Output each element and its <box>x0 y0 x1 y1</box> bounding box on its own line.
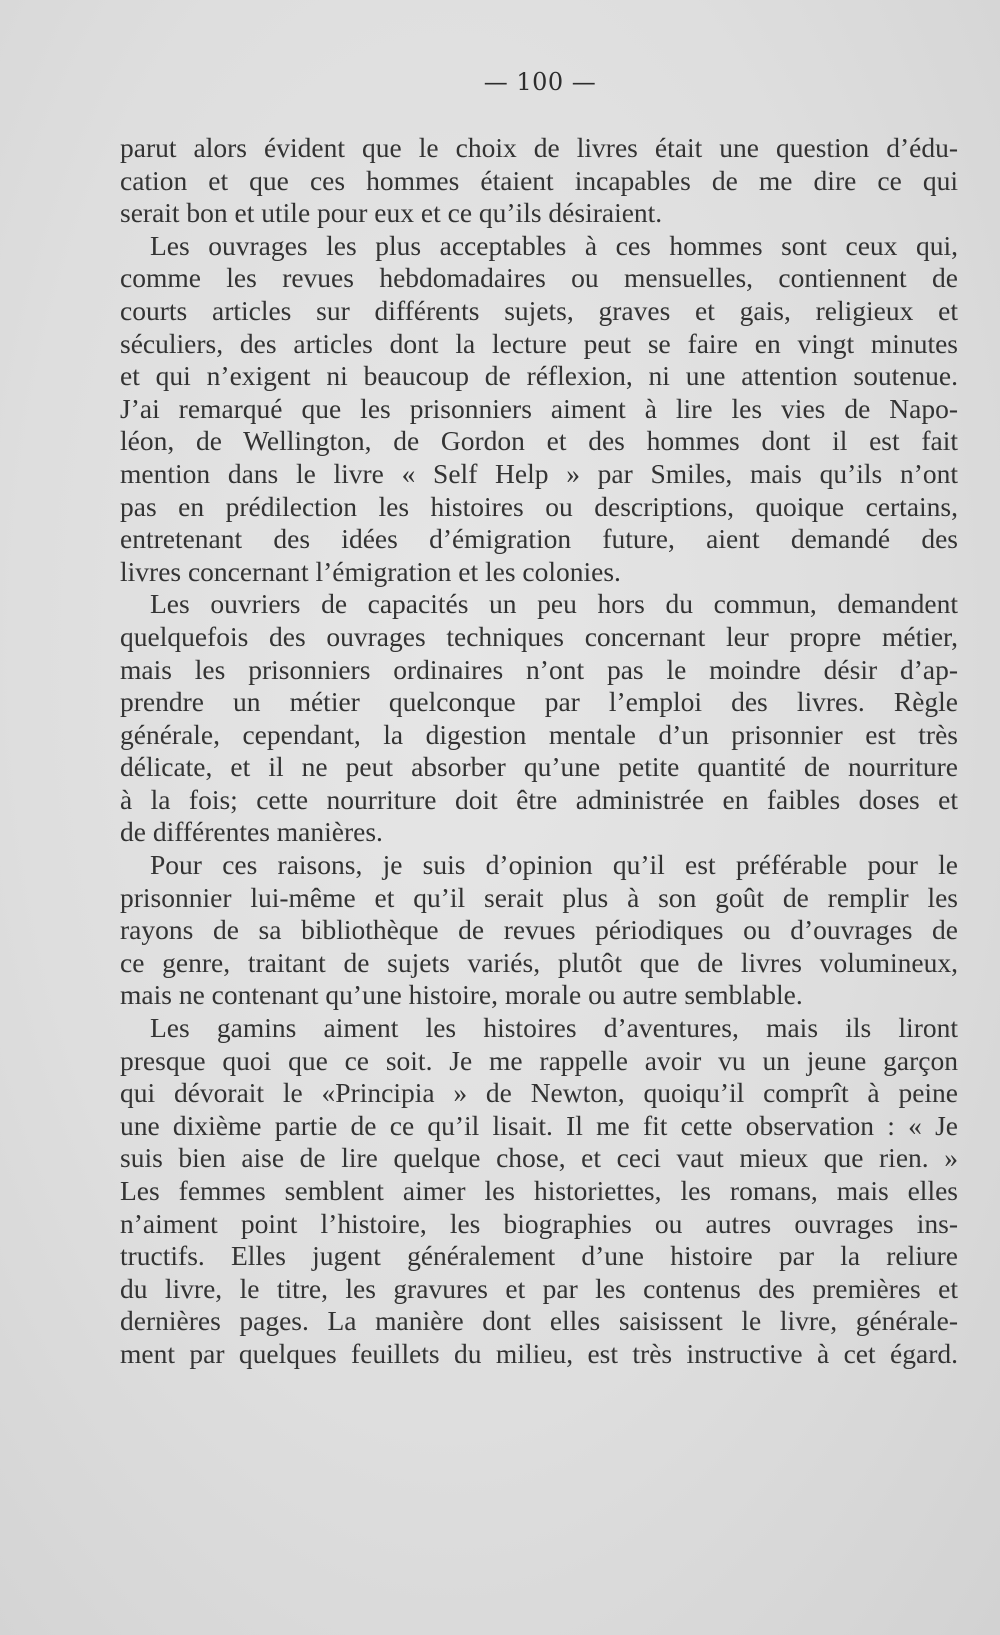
text-line: prendre un métier quelconque par l’emploi des livres. Règle <box>120 686 958 718</box>
text-line: prisonnier lui-même et qu’il serait plus à son goût de remplir les <box>120 881 958 913</box>
text-line: mais les prisonniers ordinaires n’ont pas le moindre désir d’ap- <box>120 653 958 685</box>
paragraph-1 <box>120 132 958 230</box>
text-line: générale, cependant, la digestion mentale d’un prisonnier est très <box>120 718 958 750</box>
text-line: J’ai remarqué que les prisonniers aiment à lire les vies de Napo- <box>120 392 958 424</box>
text-line: n’aiment point l’histoire, les biographies ou autres ouvrages ins- <box>120 1207 958 1239</box>
text-line: Les ouvrages les plus acceptables à ces hommes sont ceux qui, <box>150 229 958 261</box>
text-line: une dixième partie de ce qu’il lisait. Il me fit cette observation : « Je <box>120 1109 958 1141</box>
text-line: quelquefois des ouvrages techniques concernant leur propre métier, <box>120 620 958 652</box>
text-line: suis bien aise de lire quelque chose, et ceci vaut mieux que rien. » <box>120 1142 958 1174</box>
text-line: à la fois; cette nourriture doit être administrée en faibles doses et <box>120 783 958 815</box>
paragraph-2 <box>120 230 958 589</box>
text-line: courts articles sur différents sujets, graves et gais, religieux et <box>120 294 958 326</box>
text-line: Les gamins aiment les histoires d’aventures, mais ils liront <box>150 1012 958 1044</box>
text-line: léon, de Wellington, de Gordon et des hommes dont il est fait <box>120 425 958 457</box>
text-line: mention dans le livre « Self Help » par Smiles, mais qu’ils n’ont <box>120 457 958 489</box>
paragraph-5 <box>120 1012 958 1371</box>
text-line: entretenant des idées d’émigration future, aient demandé des <box>120 523 958 555</box>
text-line: presque quoi que ce soit. Je me rappelle avoir vu un jeune garçon <box>120 1044 958 1076</box>
text-line: dernières pages. La manière dont elles saisissent le livre, générale- <box>120 1305 958 1337</box>
text-line: Les ouvriers de capacités un peu hors du commun, demandent <box>150 588 958 620</box>
text-line: comme les revues hebdomadaires ou mensuelles, contiennent de <box>120 262 958 294</box>
text-line: Les femmes semblent aimer les historiettes, les romans, mais elles <box>120 1175 958 1206</box>
text-line: cation et que ces hommes étaient incapables de me dire ce qui <box>120 164 958 196</box>
text-line: de différentes manières. <box>120 816 383 848</box>
text-line: livres concernant l’émigration et les colonies. <box>120 555 621 587</box>
text-line: mais ne contenant qu’une histoire, morale ou autre semblable. <box>120 979 803 1011</box>
text-line: rayons de sa bibliothèque de revues périodiques ou d’ouvrages de <box>120 914 958 946</box>
text-line: délicate, et il ne peut absorber qu’une petite quantité de nourriture <box>120 751 958 783</box>
text-line: qui dévorait le «Principia » de Newton, quoiqu’il comprît à peine <box>120 1077 958 1109</box>
page-number: — 100 — <box>483 68 597 96</box>
body-text <box>120 132 958 1371</box>
text-line: ment par quelques feuillets du milieu, est très instructive à cet égard. <box>120 1337 958 1369</box>
text-line: tructifs. Elles jugent généralement d’une histoire par la reliure <box>120 1240 958 1272</box>
paragraph-4 <box>120 849 958 1012</box>
text-line: parut alors évident que le choix de livres était une question d’édu- <box>120 132 958 163</box>
text-line: pas en prédilection les histoires ou descriptions, quoique certains, <box>120 490 958 522</box>
text-line: serait bon et utile pour eux et ce qu’ils désiraient. <box>120 197 663 229</box>
text-line: du livre, le titre, les gravures et par les contenus des premières et <box>120 1272 958 1304</box>
text-line: séculiers, des articles dont la lecture peut se faire en vingt minutes <box>120 327 958 359</box>
paragraph-3 <box>120 588 958 849</box>
text-line: ce genre, traitant de sujets variés, plutôt que de livres volumineux, <box>120 946 958 978</box>
text-line: Pour ces raisons, je suis d’opinion qu’il est préférable pour le <box>150 849 958 881</box>
text-line: et qui n’exigent ni beaucoup de réflexion, ni une attention soutenue. <box>120 360 958 392</box>
